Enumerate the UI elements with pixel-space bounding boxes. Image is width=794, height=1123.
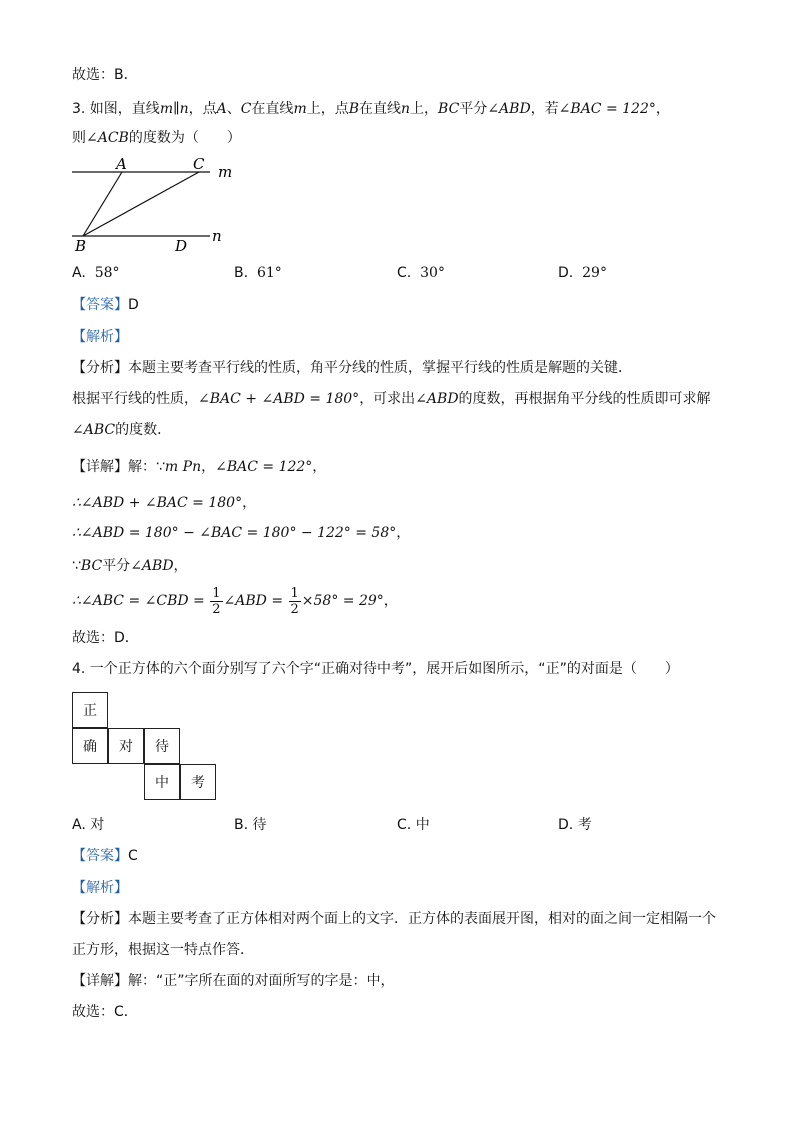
q4-answer	[72, 846, 138, 866]
q3-point-b: B	[348, 101, 360, 117]
label-m: m	[218, 163, 233, 181]
net-cell-zheng: 正	[72, 692, 108, 728]
q3-analysis-heading: 【解析】	[72, 329, 128, 345]
answer-value: C	[128, 848, 138, 864]
label-b: B	[75, 237, 87, 255]
prev-answer: 故选：B．	[72, 67, 138, 83]
q3-stem-text: 上，	[410, 101, 439, 117]
q3-reason-line1: 根据平行线的性质，∠BAC + ∠ABD = 180°，可求出∠ABD的度数，再根据角平分线的性质即可求解	[72, 391, 711, 407]
label-a: A	[116, 155, 127, 173]
net-cell-dai: 待	[144, 728, 180, 764]
q3-condition: ∠BAC = 122°	[558, 101, 656, 117]
fraction-one-half: $\frac{1}{2}$	[290, 585, 299, 617]
q3-stem-text: ，点	[188, 101, 217, 117]
q3-geometry-figure	[66, 152, 246, 256]
answer-tag: 【答案】	[72, 848, 128, 864]
q3-step3: ∵BC平分∠ABD，	[72, 558, 188, 574]
q4-option-c: C. 中	[397, 817, 430, 833]
answer-value: D	[128, 297, 139, 313]
net-cell-que: 确	[72, 728, 108, 764]
q3-var-n: n	[401, 101, 411, 117]
q3-point-c: C	[240, 101, 252, 117]
q3-angle-acb: ∠ACB	[86, 130, 129, 146]
q3-option-a: A. 58°	[72, 265, 120, 281]
label-c: C	[193, 155, 205, 173]
q4-option-d: D. 考	[558, 817, 592, 833]
segment-bc	[83, 172, 199, 236]
q4-option-b: B. 待	[234, 817, 267, 833]
q3-answer	[72, 295, 139, 315]
q3-stem-text: ，	[655, 101, 670, 117]
segment-ab	[83, 172, 122, 236]
q4-detail: 【详解】解：“正”字所在面的对面所写的字是：中，	[72, 973, 395, 989]
q3-stem-text: 则	[72, 130, 86, 146]
q4-stem: 4. 一个正方体的六个面分别写了六个字“正确对待中考”，展开后如图所示，“正”的对面是（ ）	[72, 661, 679, 677]
q3-angle-abd: ∠ABD	[487, 101, 531, 117]
q3-segment-bc: BC	[438, 101, 460, 117]
q4-final: 故选：C．	[72, 1004, 138, 1020]
q3-parallel-symbol: ∥	[173, 101, 180, 117]
net-cell-kao: 考	[180, 764, 216, 800]
q3-stem-text: 的度数为（ ）	[128, 130, 241, 146]
q3-stem-line1	[72, 99, 670, 119]
q4-fenxi-line1: 【分析】本题主要考查了正方体相对两个面上的文字．正方体的表面展开图，相对的面之间一定相隔一个	[72, 911, 716, 927]
label-d: D	[175, 237, 188, 255]
q3-stem-text: 3. 如图，直线	[72, 101, 160, 117]
q4-option-a: A. 对	[72, 817, 105, 833]
answer-tag: 【答案】	[72, 297, 128, 313]
fraction-one-half: $\frac{1}{2}$	[212, 585, 221, 617]
q3-option-d: D. 29°	[558, 265, 607, 281]
q3-fenxi: 【分析】本题主要考查平行线的性质，角平分线的性质，掌握平行线的性质是解题的关键．	[72, 360, 632, 376]
q3-step2: ∴∠ABD = 180° − ∠BAC = 180° − 122° = 58°，	[72, 525, 411, 541]
q3-option-c: C. 30°	[397, 265, 445, 281]
q3-stem-text: 在直线	[251, 101, 294, 117]
q3-stem-line2	[72, 128, 241, 148]
q3-detail: 【详解】解：∵m Pn，∠BAC = 122°，	[72, 459, 327, 475]
label-n: n	[212, 227, 222, 245]
q3-stem-text: 在直线	[359, 101, 402, 117]
q3-stem-text: 平分	[459, 101, 488, 117]
q4-cube-net	[72, 692, 216, 800]
q3-stem-text: 、	[226, 101, 241, 117]
q3-stem-text: 上，点	[306, 101, 349, 117]
q4-analysis-heading: 【解析】	[72, 880, 128, 896]
q3-var-m: m	[293, 101, 307, 117]
q3-step1: ∴∠ABD + ∠BAC = 180°，	[72, 495, 257, 511]
q3-point-a: A	[216, 101, 227, 117]
net-cell-zhong: 中	[144, 764, 180, 800]
q3-option-b: B. 61°	[234, 265, 282, 281]
q3-step4: ∴∠ABC = ∠CBD = $\frac{1}{2}$ ∠ABD = $\frac{1}{2}$ ×58° = 29°，	[72, 585, 398, 617]
q3-var-n: n	[179, 101, 189, 117]
net-cell-dui: 对	[108, 728, 144, 764]
q3-reason-line2: ∠ABC的度数．	[72, 422, 172, 438]
q3-var-m: m	[159, 101, 174, 117]
q3-final: 故选：D．	[72, 630, 139, 646]
q4-fenxi-line2: 正方形，根据这一特点作答．	[72, 942, 254, 958]
q3-stem-text: ，若	[530, 101, 559, 117]
